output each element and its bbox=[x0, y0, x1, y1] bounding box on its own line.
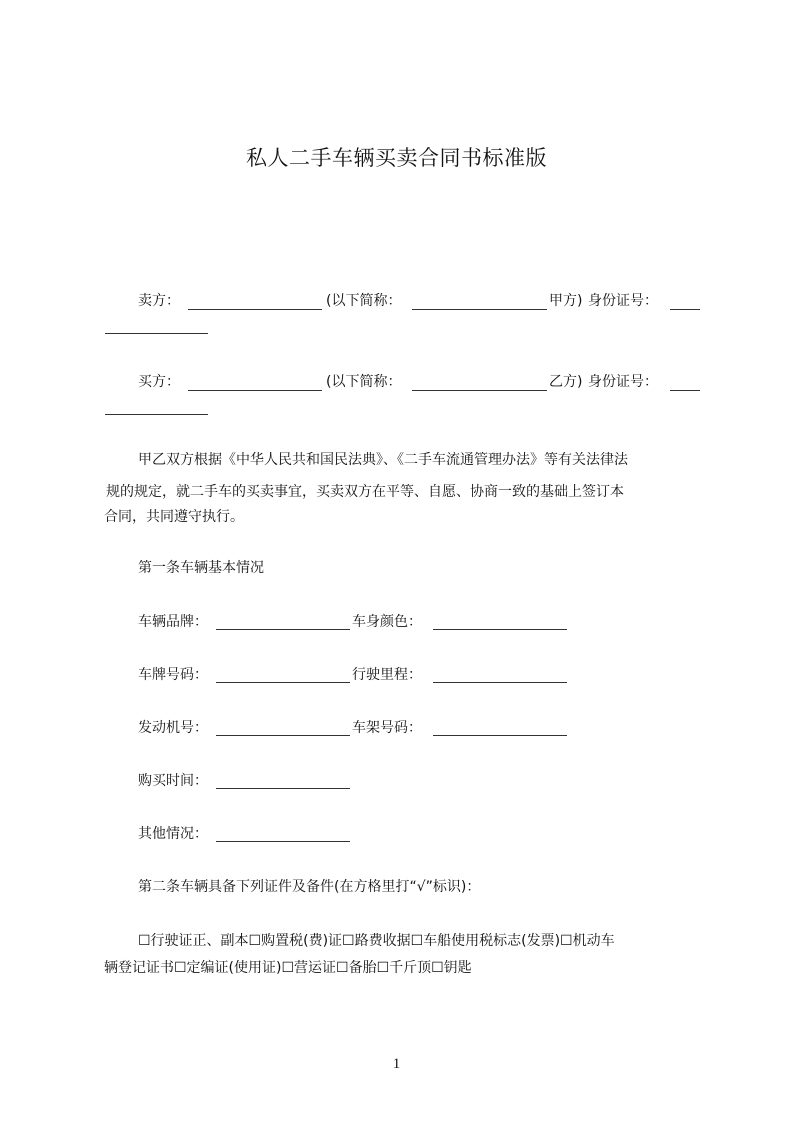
intro-line-3: 合同，共同遵守执行。 bbox=[104, 509, 244, 525]
seller-id-blank-cont bbox=[105, 333, 208, 334]
seller-label: 卖方： bbox=[138, 293, 180, 309]
buyer-abbr-blank bbox=[412, 390, 547, 391]
buyer-id-label: 身份证号： bbox=[588, 374, 658, 390]
mileage-label: 行驶里程： bbox=[352, 667, 422, 683]
article1-heading: 第一条车辆基本情况 bbox=[138, 560, 264, 576]
buyer-id-blank-cont bbox=[105, 414, 208, 415]
buyer-party-end: 乙方) bbox=[549, 374, 583, 390]
brand-label: 车辆品牌： bbox=[138, 614, 208, 630]
seller-abbr-label: (以下简称： bbox=[326, 293, 402, 309]
color-label: 车身颜色： bbox=[352, 614, 422, 630]
frame-blank bbox=[433, 735, 567, 736]
intro-line-1: 甲乙双方根据《中华人民共和国民法典》、《二手车流通管理办法》等有关法律法 bbox=[138, 452, 628, 468]
article2-heading: 第二条车辆具备下列证件及备件(在方格里打“√”标识)： bbox=[138, 879, 481, 895]
other-blank bbox=[216, 841, 350, 842]
engine-blank bbox=[216, 735, 350, 736]
purchase-time-label: 购买时间： bbox=[138, 773, 208, 789]
article2-items-line-1: ☐行驶证正、副本☐购置税(费)证☐路费收据☐车船使用税标志(发票)☐机动车 bbox=[138, 933, 615, 949]
engine-label: 发动机号： bbox=[138, 720, 208, 736]
plate-blank bbox=[216, 682, 350, 683]
plate-label: 车牌号码： bbox=[138, 667, 208, 683]
mileage-blank bbox=[433, 682, 567, 683]
seller-name-blank bbox=[188, 309, 322, 310]
seller-party-end: 甲方) bbox=[549, 293, 583, 309]
seller-id-blank bbox=[670, 309, 700, 310]
buyer-abbr-label: (以下简称： bbox=[326, 374, 402, 390]
buyer-label: 买方： bbox=[138, 374, 180, 390]
brand-blank bbox=[216, 629, 350, 630]
other-label: 其他情况： bbox=[138, 826, 208, 842]
frame-label: 车架号码： bbox=[352, 720, 422, 736]
intro-line-2: 规的规定，就二手车的买卖事宜，买卖双方在平等、自愿、协商一致的基础上签订本 bbox=[106, 484, 624, 500]
buyer-name-blank bbox=[188, 390, 322, 391]
seller-id-label: 身份证号： bbox=[588, 293, 658, 309]
buyer-id-blank bbox=[670, 390, 700, 391]
color-blank bbox=[433, 629, 567, 630]
purchase-time-blank bbox=[216, 788, 350, 789]
seller-abbr-blank bbox=[412, 309, 547, 310]
page-number: 1 bbox=[392, 1056, 401, 1072]
document-title: 私人二手车辆买卖合同书标准版 bbox=[246, 146, 547, 170]
article2-items-line-2: 辆登记证书☐定编证(使用证)☐营运证☐备胎☐千斤顶☐钥匙 bbox=[104, 960, 472, 976]
